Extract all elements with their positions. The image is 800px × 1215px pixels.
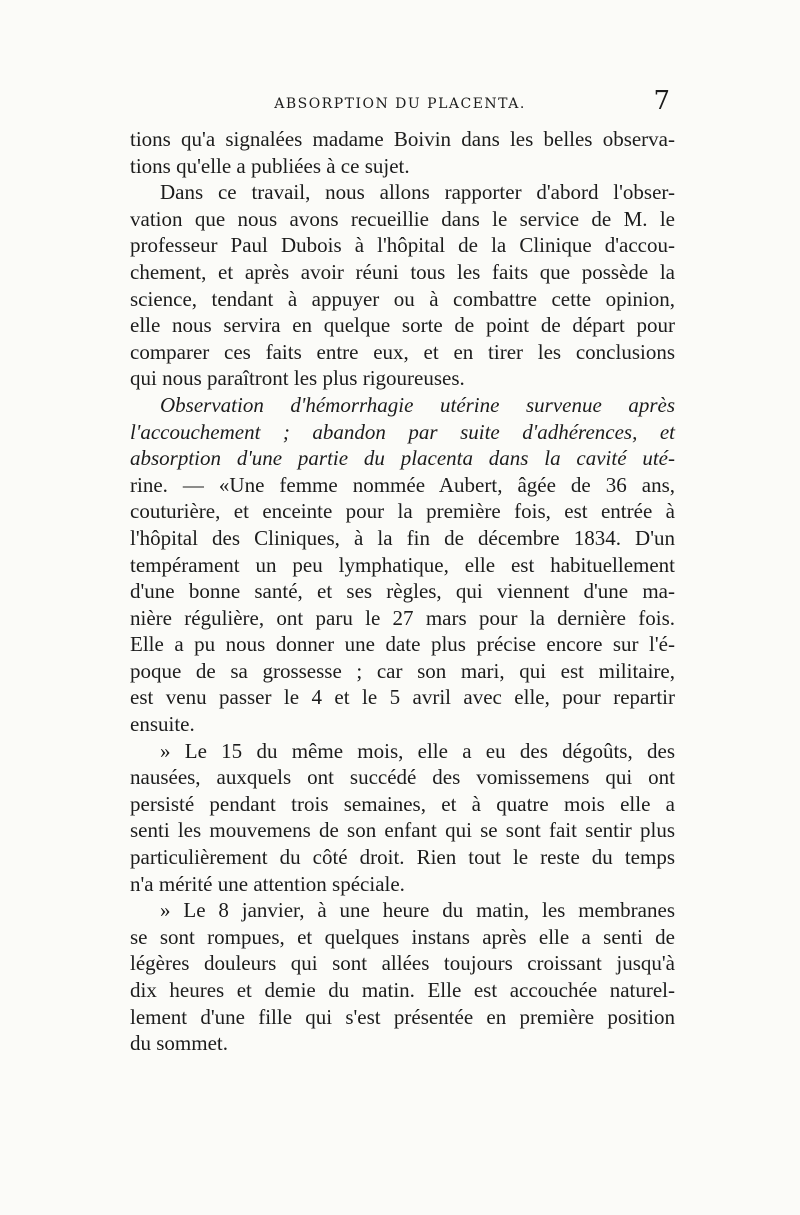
text-line: tions qu'a signalées madame Boivin dans les belles observa- bbox=[130, 127, 675, 151]
text-line: rine. — «Une femme nommée Aubert, âgée de 36 ans, bbox=[130, 472, 675, 497]
text-line: vation que nous avons recueillie dans le service de M. le bbox=[130, 206, 675, 231]
text-line: tions qu'elle a publiées à ce sujet. bbox=[130, 153, 410, 178]
text-line: se sont rompues, et quelques instans après elle a senti de bbox=[130, 924, 675, 949]
text-line: Elle a pu nous donner une date plus précise encore sur l'é- bbox=[130, 632, 675, 657]
text-line: du sommet. bbox=[130, 1031, 228, 1056]
text-line: légères douleurs qui sont allées toujours croissant jusqu'à bbox=[130, 951, 675, 976]
text-line: couturière, et enceinte pour la première fois, est entrée à bbox=[130, 499, 675, 524]
text-line: qui nous paraîtront les plus rigoureuses. bbox=[130, 366, 465, 391]
text-line: persisté pendant trois semaines, et à quatre mois elle a bbox=[130, 791, 675, 816]
text-line: nière régulière, ont paru le 27 mars pour la dernière fois. bbox=[130, 605, 675, 630]
text-line: l'accouchement ; abandon par suite d'adhérences, et bbox=[130, 419, 675, 444]
text-line: science, tendant à appuyer ou à combattre cette opinion, bbox=[130, 286, 675, 311]
text-line: chement, et après avoir réuni tous les faits que possède la bbox=[130, 259, 675, 284]
text-line: l'hôpital des Cliniques, à la fin de décembre 1834. D'un bbox=[130, 525, 675, 550]
body-text bbox=[130, 126, 675, 1057]
text-line: Dans ce travail, nous allons rapporter d'abord l'obser- bbox=[160, 180, 675, 205]
page-header bbox=[130, 86, 670, 122]
text-line: professeur Paul Dubois à l'hôpital de la Clinique d'accou- bbox=[130, 233, 675, 258]
text-line: Observation d'hémorrhagie utérine survenue après bbox=[160, 392, 675, 417]
text-line: particulièrement du côté droit. Rien tout le reste du temps bbox=[130, 845, 675, 870]
text-line: n'a mérité une attention spéciale. bbox=[130, 871, 405, 896]
text-line: » Le 8 janvier, à une heure du matin, les membranes bbox=[160, 898, 675, 923]
text-line: tempérament un peu lymphatique, elle est habituellement bbox=[130, 552, 675, 577]
text-line: elle nous servira en quelque sorte de point de départ pour bbox=[130, 313, 675, 338]
text-line: est venu passer le 4 et le 5 avril avec elle, pour repartir bbox=[130, 685, 675, 710]
text-line: nausées, auxquels ont succédé des vomissemens qui ont bbox=[130, 765, 675, 790]
text-line: poque de sa grossesse ; car son mari, qui est militaire, bbox=[130, 658, 675, 683]
running-head: ABSORPTION DU PLACENTA. bbox=[274, 96, 526, 112]
text-line: ensuite. bbox=[130, 712, 195, 737]
text-line: senti les mouvemens de son enfant qui se sont fait sentir plus bbox=[130, 818, 675, 843]
text-line: comparer ces faits entre eux, et en tirer les conclusions bbox=[130, 339, 675, 364]
text-line: » Le 15 du même mois, elle a eu des dégoûts, des bbox=[160, 738, 675, 763]
text-line: lement d'une fille qui s'est présentée en première position bbox=[130, 1004, 675, 1029]
text-line: absorption d'une partie du placenta dans la cavité uté- bbox=[130, 446, 675, 471]
text-line: dix heures et demie du matin. Elle est accouchée naturel- bbox=[130, 978, 675, 1002]
text-line: d'une bonne santé, et ses règles, qui viennent d'une ma- bbox=[130, 579, 675, 604]
page-number: 7 bbox=[653, 86, 670, 116]
